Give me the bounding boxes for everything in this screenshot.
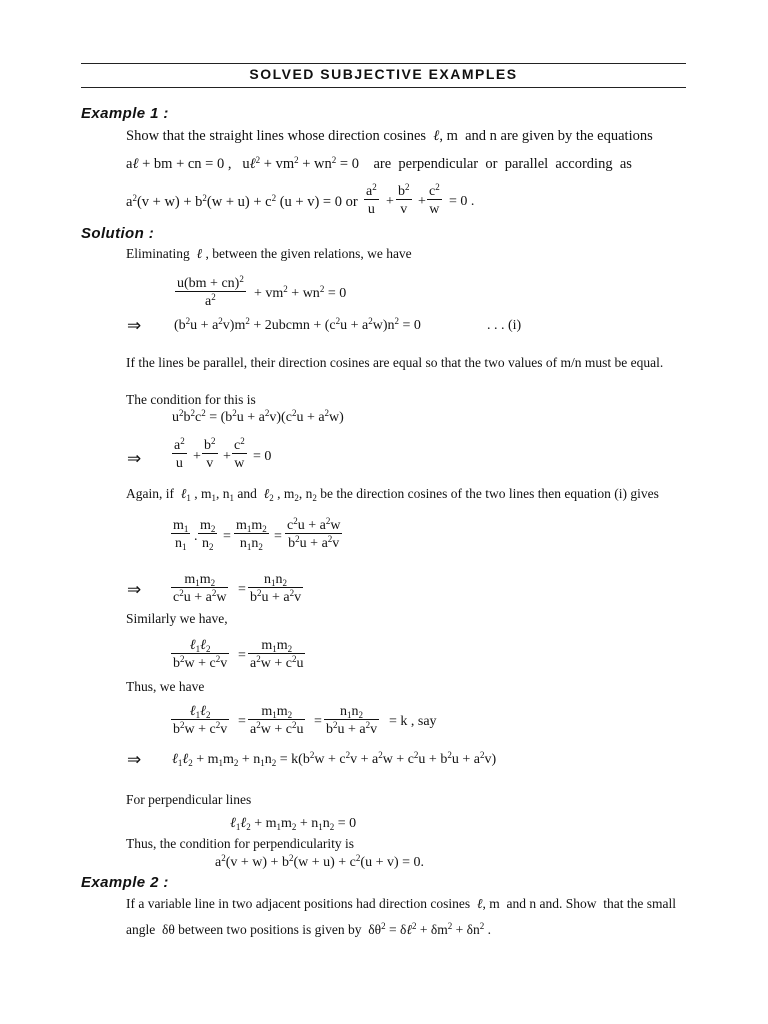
par-frac-a: $\frac{a^2}{u}$ bbox=[174, 436, 185, 471]
thus-frac-n: $\frac{n_1n_2}{b^2u + a^2v}$ bbox=[326, 704, 378, 737]
prod-dot: . bbox=[194, 529, 198, 544]
similarly-text: Similarly we have, bbox=[126, 611, 228, 626]
ratio-frac-n: $\frac{n_1n_2}{b^2u + a^2v}$ bbox=[250, 572, 302, 605]
sim-eq: = bbox=[238, 648, 246, 663]
q1-line1: Show that the straight lines whose direction cosines ℓ, m and n are given by the equations bbox=[126, 128, 653, 144]
implies-arrow-4: ⇒ bbox=[127, 750, 142, 769]
example-1-label: Example 1 : bbox=[81, 105, 169, 122]
q1-eq-zero: = 0 . bbox=[449, 194, 475, 209]
q1-frac-c: $\frac{c^2}{w}$ bbox=[429, 182, 440, 217]
implies-arrow-3: ⇒ bbox=[127, 580, 142, 599]
solution-label: Solution : bbox=[81, 225, 155, 242]
reduced-eq-frac: $\frac{u(bm + cn)^2}{a^2}$ bbox=[177, 274, 244, 309]
implies-arrow-2: ⇒ bbox=[127, 449, 142, 468]
q2-line2: angle δθ between two positions is given by $\delta\theta^2$ = δℓ$^2$ + $\delta m^2 + \delta n^2$ . bbox=[126, 921, 491, 937]
sim-frac-l: ℓ$_1$ℓ$_2$ $b^2w + c^2v$ bbox=[173, 638, 228, 671]
eliminating-text: Eliminating ℓ , between the given relations, we have bbox=[126, 246, 412, 261]
perp-cond-text: Thus, the condition for perpendicularity is bbox=[126, 836, 354, 851]
thus-eq1: = bbox=[238, 714, 246, 729]
example-2-label: Example 2 : bbox=[81, 874, 169, 891]
prod-frac-coef: $\frac{c^2u + a^2w}{b^2u + a^2v}$ bbox=[287, 516, 341, 551]
prod-eq1: = bbox=[223, 529, 231, 544]
q1-plus2: + bbox=[418, 194, 426, 209]
again-text: Again, if ℓ$_1$ , $m_1$, $n_1$ and ℓ$_2$ , $m_2$, $n_2$ be the direction cosines of the two lines then equation (i) gives bbox=[126, 486, 659, 503]
q1-frac-b: $\frac{b^2}{v}$ bbox=[398, 182, 410, 217]
top-rule bbox=[81, 63, 686, 64]
reduced-eq-rest: + $vm^2 + wn^2 = 0$ bbox=[254, 284, 347, 301]
condition-eq: $u^2b^2c^2 = (b^2u + a^2v)(c^2u + a^2w)$ bbox=[172, 408, 344, 425]
thus-k-say: = k , say bbox=[389, 714, 437, 729]
ratio-frac-m: $\frac{m_1m_2}{c^2u + a^2w}$ bbox=[173, 572, 227, 605]
section-title: SOLVED SUBJECTIVE EXAMPLES bbox=[249, 66, 518, 82]
thus-text: Thus, we have bbox=[126, 679, 205, 694]
ratio-eq: = bbox=[238, 582, 246, 597]
q1-frac-a: $\frac{a^2}{u}$ bbox=[366, 182, 377, 217]
equation-i: $(b^2u + a^2v)m^2$ + 2ubcmn + $(c^2u + a^2w)n^2 = 0$ bbox=[174, 316, 421, 333]
par-frac-c: $\frac{c^2}{w}$ bbox=[234, 436, 245, 471]
sum-eq: ℓ$_1$ℓ$_2$ + $m_1m_2 + n_1n_2 = k(b^2w + c^2v + a^2w + c^2u + b^2u + a^2v)$ bbox=[172, 750, 497, 768]
implies-arrow-1: ⇒ bbox=[127, 316, 142, 335]
perp-text: For perpendicular lines bbox=[126, 792, 252, 807]
prod-eq2: = bbox=[274, 529, 282, 544]
prod-frac-m2n2: $\frac{m_2}{n_2}$ bbox=[200, 518, 216, 552]
par-eq-zero: = 0 bbox=[253, 449, 272, 464]
parallel-text: If the lines be parallel, their direction cosines are equal so that the two values of m/n must be equal. bbox=[126, 355, 664, 370]
q2-line1: If a variable line in two adjacent positions had direction cosines ℓ, m and n and. Show that the small bbox=[126, 896, 677, 911]
condition-text: The condition for this is bbox=[126, 392, 256, 407]
sim-frac-m: $\frac{m_1m_2}{a^2w + c^2u}$ bbox=[250, 638, 304, 671]
header-underline bbox=[81, 87, 686, 88]
thus-frac-m: $\frac{m_1m_2}{a^2w + c^2u}$ bbox=[250, 704, 304, 737]
thus-eq2: = bbox=[314, 714, 322, 729]
perp-cond-eq: $a^2(v + w) + b^2(w + u) + c^2(u + v) = 0$. bbox=[215, 853, 425, 870]
equation-i-tag: . . . (i) bbox=[487, 318, 522, 333]
perp-eq: ℓ$_1$ℓ$_2$ + $m_1m_2 + n_1n_2 = 0$ bbox=[230, 816, 357, 832]
par-plus1: + bbox=[193, 449, 201, 464]
q1-line2: aℓ + bm + cn = 0 , uℓ$^2$ + $vm^2 + wn^2 = 0$ are perpendicular or parallel according as bbox=[126, 155, 632, 172]
thus-frac-l: ℓ$_1$ℓ$_2$ $b^2w + c^2v$ bbox=[173, 704, 228, 737]
prod-frac-m1m2: $\frac{m_1m_2}{n_1n_2}$ bbox=[236, 518, 267, 552]
q1-line3: $a^2(v + w) + b^2(w + u) + c^2$ (u + v) = 0 or bbox=[126, 193, 358, 210]
prod-frac-m1n1: $\frac{m_1}{n_1}$ bbox=[173, 518, 189, 552]
q1-plus1: + bbox=[386, 194, 394, 209]
par-frac-b: $\frac{b^2}{v}$ bbox=[204, 436, 216, 471]
par-plus2: + bbox=[223, 449, 231, 464]
